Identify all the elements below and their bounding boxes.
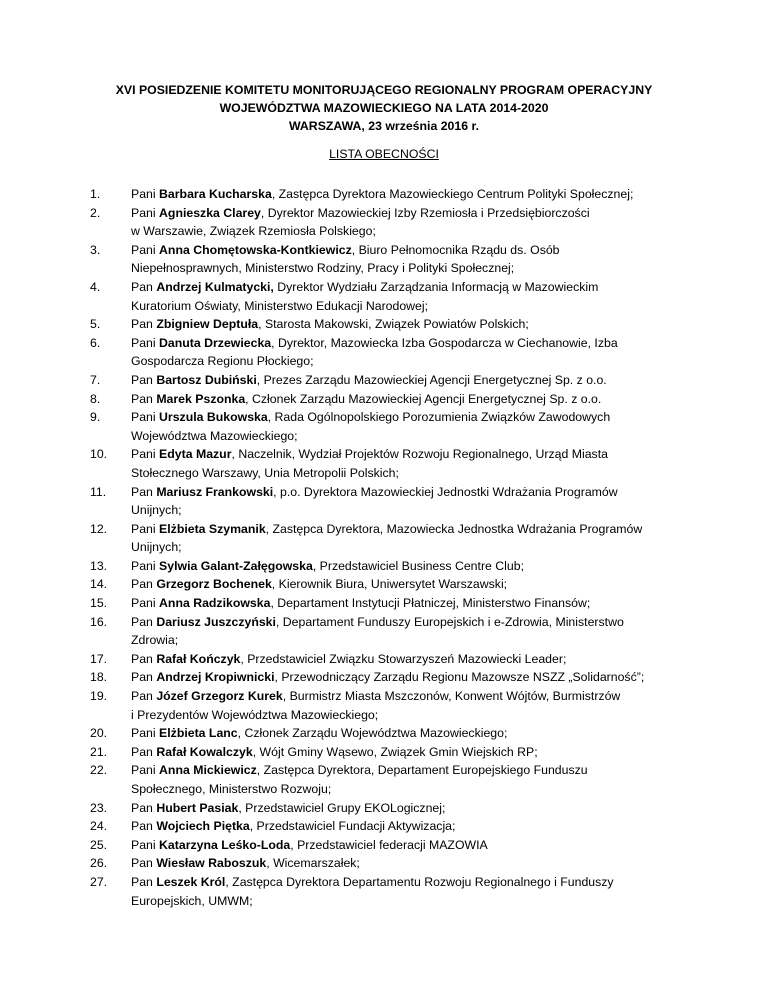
list-item-number: 5. [90,317,101,332]
person-name: Sylwia Galant-Załęgowska [159,558,313,573]
person-name: Rafał Kowalczyk [156,744,253,759]
list-item-number: 17. [90,651,108,666]
person-title: Pani [131,447,156,462]
person-title: Pan [131,819,153,834]
list-item [90,278,668,315]
person-affiliation: , Zastępca Dyrektora, Mazowiecka Jednostka Wdrażania Programów [265,521,643,536]
list-item-text [131,390,668,409]
person-affiliation: , Przewodniczący Zarządu Regionu Mazowsze NSZZ „Solidarność”; [274,670,645,685]
list-item-text [131,594,668,613]
list-item-number: 2. [90,205,101,220]
header-line-1: XVI POSIEDZENIE KOMITETU MONITORUJĄCEGO REGIONALNY PROGRAM OPERACYJNY [115,83,653,97]
list-item-text [131,613,668,650]
person-title: Pan [131,317,153,332]
person-affiliation-continued: Województwa Mazowieckiego; [131,428,298,443]
list-item [90,724,668,743]
person-title: Pani [131,521,156,536]
list-item-text [131,445,668,482]
person-name: Józef Grzegorz Kurek [156,689,283,704]
list-item-text [131,799,668,818]
list-item-text [131,724,668,743]
list-item-text [131,761,668,798]
list-item-text [131,241,668,278]
person-title: Pani [131,596,156,611]
list-item-text [131,315,668,334]
person-affiliation: , Przedstawiciel Fundacji Aktywizacja; [249,819,456,834]
person-affiliation: , Naczelnik, Wydział Projektów Rozwoju Regionalnego, Urząd Miasta [231,447,608,462]
person-name: Anna Chomętowska-Kontkiewicz [159,242,352,257]
list-item [90,668,668,687]
list-item-number: 6. [90,335,101,350]
person-affiliation-continued: w Warszawie, Związek Rzemiosła Polskiego; [131,224,376,239]
list-item-number: 21. [90,744,108,759]
list-item [90,799,668,818]
header-line-3: WARSZAWA, 23 września 2016 r. [289,119,479,133]
person-name: Mariusz Frankowski [156,484,274,499]
list-item-text [131,557,668,576]
list-item [90,408,668,445]
person-affiliation: , Wójt Gminy Wąsewo, Związek Gmin Wiejskich RP; [252,744,538,759]
list-item-number: 24. [90,819,108,834]
list-item-number: 11. [90,484,107,499]
person-affiliation-continued: Europejskich, UMWM; [131,893,253,908]
person-title: Pan [131,279,153,294]
person-name: Elżbieta Lanc [159,726,238,741]
person-title: Pani [131,187,156,201]
list-item [90,575,668,594]
list-item [90,594,668,613]
list-item-number: 25. [90,837,108,852]
person-affiliation: , Przedstawiciel Grupy EKOLogicznej; [238,800,446,815]
attendance-list [0,185,768,910]
person-title: Pani [131,558,156,573]
list-item-text [131,687,668,724]
person-name: Edyta Mazur [159,447,232,462]
list-item [90,743,668,762]
person-title: Pan [131,651,153,666]
person-name: Danuta Drzewiecka [159,335,272,350]
person-title: Pan [131,744,153,759]
list-item [90,557,668,576]
list-item [90,204,668,241]
person-title: Pan [131,670,153,685]
person-affiliation: , Departament Funduszy Europejskich i e-Zdrowia, Ministerstwo [275,614,624,629]
list-item-text [131,668,668,687]
list-item [90,185,668,204]
person-title: Pan [131,484,153,499]
list-item-text [131,743,668,762]
header-line-2: WOJEWÓDZTWA MAZOWIECKIEGO NA LATA 2014-2020 [219,101,549,115]
person-title: Pani [131,837,156,852]
list-item-number: 18. [90,670,108,685]
person-title: Pani [131,763,156,778]
person-title: Pan [131,800,153,815]
list-item-text [131,371,668,390]
list-item [90,371,668,390]
person-affiliation: , Kierownik Biura, Uniwersytet Warszawski; [271,577,508,592]
person-title: Pan [131,856,153,871]
list-item-number: 27. [90,874,108,889]
list-item-number: 16. [90,614,108,629]
list-item-text [131,650,668,669]
person-title: Pan [131,577,153,592]
list-item-text [131,854,668,873]
list-item [90,445,668,482]
list-item-text [131,575,668,594]
person-title: Pan [131,372,153,387]
list-item-number: 12. [90,521,108,536]
person-affiliation: , Przedstawiciel Business Centre Club; [312,558,524,573]
person-affiliation: , Rada Ogólnopolskiego Porozumienia Związków Zawodowych [267,410,611,425]
list-item [90,241,668,278]
person-affiliation: , Przedstawiciel federacji MAZOWIA [290,837,488,852]
list-item [90,483,668,520]
person-affiliation: , p.o. Dyrektora Mazowieckiej Jednostki Wdrażania Programów [273,484,618,499]
person-affiliation: , Starosta Makowski, Związek Powiatów Polskich; [258,317,529,332]
list-item [90,390,668,409]
person-title: Pani [131,242,156,257]
list-item [90,687,668,724]
list-item-number: 23. [90,800,108,815]
person-affiliation-continued: Społecznego, Ministerstwo Rozwoju; [131,782,332,796]
person-affiliation: , Zastępca Dyrektora, Departament Europejskiego Funduszu [256,763,588,778]
person-affiliation: , Członek Zarządu Województwa Mazowieckiego; [237,726,508,741]
person-name: Zbigniew Deptuła [156,317,259,332]
list-item-number: 1. [90,187,101,201]
person-affiliation: , Zastępca Dyrektora Departamentu Rozwoju Regionalnego i Funduszy [225,874,614,889]
list-item-number: 4. [90,279,101,294]
person-name: Leszek Król [156,874,226,889]
list-item [90,520,668,557]
person-name: Agnieszka Clarey [159,205,261,220]
person-name: Dariusz Juszczyński [156,614,276,629]
person-affiliation: , Burmistrz Miasta Mszczonów, Konwent Wójtów, Burmistrzów [282,689,621,704]
person-name: Bartosz Dubiński [156,372,257,387]
list-item [90,836,668,855]
person-name: Wojciech Piętka [156,819,250,834]
list-item-text [131,334,668,371]
person-name: Elżbieta Szymanik [159,521,266,536]
list-item-number: 15. [90,596,108,611]
list-item-text [131,836,668,855]
person-name: Katarzyna Leśko-Loda [159,837,291,852]
person-name: Grzegorz Bochenek [156,577,272,592]
list-item-number: 19. [90,689,108,704]
person-affiliation: , Wicemarszałek; [266,856,360,871]
list-item-number: 7. [90,372,101,387]
list-item-number: 22. [90,763,108,778]
person-affiliation: , Biuro Pełnomocnika Rządu ds. Osób [351,242,560,257]
person-name: Anna Radzikowska [159,596,271,611]
list-item-text [131,520,668,557]
list-item-number: 14. [90,577,108,592]
list-item-number: 26. [90,856,108,871]
person-affiliation-continued: Stołecznego Warszawy, Unia Metropolii Polskich; [131,465,399,480]
list-item-text [131,817,668,836]
list-item [90,650,668,669]
list-item [90,334,668,371]
person-title: Pani [131,205,156,220]
person-title: Pani [131,335,156,350]
list-item-number: 13. [90,558,108,573]
list-item-text [131,278,668,315]
person-title: Pan [131,874,153,889]
list-item-number: 8. [90,391,101,406]
list-item [90,873,668,910]
list-item-text [131,873,668,910]
list-item-number: 3. [90,242,101,257]
person-affiliation: , Przedstawiciel Związku Stowarzyszeń Mazowiecki Leader; [240,651,567,666]
person-affiliation-continued: Zdrowia; [131,633,179,648]
person-name: Andrzej Kropiwnicki [156,670,275,685]
person-affiliation: , Departament Instytucji Płatniczej, Ministerstwo Finansów; [270,596,591,611]
person-affiliation-continued: Kuratorium Oświaty, Ministerstwo Edukacji Narodowej; [131,298,429,313]
list-item [90,854,668,873]
list-item [90,613,668,650]
person-affiliation-continued: Unijnych; [131,540,182,555]
list-item-number: 10. [90,447,108,462]
person-name: Andrzej Kulmatycki, [156,279,274,294]
person-title: Pani [131,726,156,741]
person-title: Pan [131,391,153,406]
attendance-list-title: LISTA OBECNOŚCI [329,147,439,161]
list-item [90,817,668,836]
person-affiliation-continued: Gospodarcza Regionu Płockiego; [131,354,314,369]
person-title: Pan [131,614,153,629]
person-affiliation: , Dyrektor, Mazowiecka Izba Gospodarcza w Ciechanowie, Izba [271,335,618,350]
person-name: Hubert Pasiak [156,800,239,815]
list-item-number: 9. [90,410,101,425]
document-header [0,81,768,135]
person-title: Pani [131,410,156,425]
list-item [90,761,668,798]
person-name: Anna Mickiewicz [159,763,257,778]
list-item-text [131,204,668,241]
person-name: Barbara Kucharska [159,187,272,201]
person-name: Rafał Kończyk [156,651,241,666]
list-item-text [131,483,668,520]
person-name: Marek Pszonka [156,391,246,406]
person-affiliation-continued: i Prezydentów Województwa Mazowieckiego; [131,707,379,722]
person-name: Wiesław Raboszuk [156,856,267,871]
list-item [90,315,668,334]
person-affiliation: , Dyrektor Mazowieckiej Izby Rzemiosła i Przedsiębiorczości [260,205,590,220]
person-affiliation: , Zastępca Dyrektora Mazowieckiego Centrum Polityki Społecznej; [271,187,634,201]
person-affiliation-continued: Niepełnosprawnych, Ministerstwo Rodziny, Pracy i Polityki Społecznej; [131,261,515,276]
person-name: Urszula Bukowska [159,410,268,425]
person-affiliation: , Członek Zarządu Mazowieckiej Agencji Energetycznej Sp. z o.o. [245,391,602,406]
person-affiliation-continued: Unijnych; [131,503,182,518]
person-affiliation: Dyrektor Wydziału Zarządzania Informacją w Mazowieckim [273,279,599,294]
list-item-text [131,185,668,204]
list-item-number: 20. [90,726,108,741]
person-affiliation: , Prezes Zarządu Mazowieckiej Agencji Energetycznej Sp. z o.o. [256,372,607,387]
list-item-text [131,408,668,445]
person-title: Pan [131,689,153,704]
